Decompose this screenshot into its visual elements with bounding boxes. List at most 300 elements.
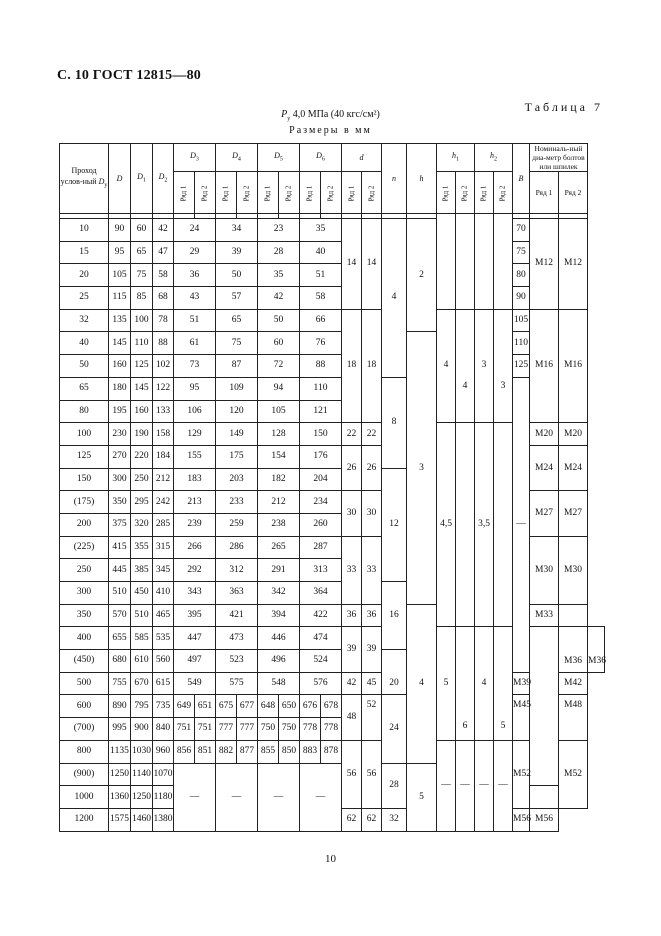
ryad2-h2: Ряд 2 — [494, 172, 513, 214]
table-cell: 75 — [216, 332, 258, 355]
table-cell: 45 — [362, 672, 382, 695]
table-cell: 12 — [382, 468, 407, 581]
table-cell: 1460 — [131, 808, 153, 831]
table-cell: 415 — [109, 536, 131, 559]
table-cell: 575 — [216, 672, 258, 695]
table-cell: 649 — [174, 695, 195, 718]
ryad2-D6: Ряд 2 — [321, 172, 342, 214]
table-cell: (700) — [60, 718, 109, 741]
ryad2-D3: Ряд 2 — [195, 172, 216, 214]
table-cell: 3,5 — [475, 423, 494, 627]
table-cell: M36 — [559, 627, 588, 672]
table-cell: 75 — [513, 241, 530, 264]
table-title: Таблица 7 — [524, 100, 603, 114]
table-cell: 474 — [300, 627, 342, 650]
table-cell: 212 — [258, 491, 300, 514]
table-cell: 4 — [407, 604, 437, 763]
table-cell: 675 — [216, 695, 237, 718]
table-cell: 88 — [153, 332, 174, 355]
table-cell: M16 — [559, 309, 588, 422]
table-cell: 36 — [342, 604, 362, 627]
table-cell: 300 — [60, 582, 109, 605]
table-cell: 33 — [362, 536, 382, 604]
table-cell: 32 — [60, 309, 109, 332]
table-cell: 342 — [258, 582, 300, 605]
col-d-header: d — [342, 144, 382, 172]
table-cell: 995 — [109, 718, 131, 741]
table-cell: 355 — [131, 536, 153, 559]
table-cell: 100 — [131, 309, 153, 332]
table-cell: 56 — [362, 740, 382, 808]
table-cell: 200 — [60, 513, 109, 536]
table-cell: 78 — [153, 309, 174, 332]
table-cell: 385 — [131, 559, 153, 582]
table-cell: 295 — [131, 491, 153, 514]
table-cell — [494, 423, 513, 627]
table-cell: (450) — [60, 650, 109, 673]
table-cell: 778 — [300, 718, 321, 741]
table-row — [60, 672, 605, 695]
table-cell: M36 — [588, 627, 605, 672]
table-cell: 446 — [258, 627, 300, 650]
table-cell: 26 — [362, 445, 382, 490]
table-cell: 315 — [153, 536, 174, 559]
table-cell: M33 — [530, 604, 559, 627]
table-cell: 42 — [342, 672, 362, 695]
table-cell: 751 — [195, 718, 216, 741]
table-row — [60, 287, 605, 310]
pressure-sub: y — [287, 116, 291, 122]
table-cell: 110 — [300, 377, 342, 400]
table-cell: 175 — [216, 445, 258, 468]
table-cell: 94 — [258, 377, 300, 400]
col-D6-header: $D_6$ — [300, 144, 342, 172]
table-cell: 80 — [60, 400, 109, 423]
table-cell: 28 — [258, 241, 300, 264]
table-cell: 195 — [109, 400, 131, 423]
table-cell: 35 — [258, 264, 300, 287]
table-cell — [437, 219, 456, 310]
table-cell: 576 — [300, 672, 342, 695]
table-cell: 3 — [475, 309, 494, 422]
col-D4-header: $D_4$ — [216, 144, 258, 172]
table-cell: M56 — [530, 808, 559, 831]
table-cell: 47 — [153, 241, 174, 264]
table-cell: 234 — [300, 491, 342, 514]
table-cell: 115 — [109, 287, 131, 310]
table-cell: 106 — [174, 400, 216, 423]
table-row — [60, 695, 605, 718]
table-cell: 95 — [174, 377, 216, 400]
table-cell: 4 — [437, 309, 456, 422]
table-cell: 840 — [153, 718, 174, 741]
pressure-line — [0, 109, 661, 122]
table-cell: 286 — [216, 536, 258, 559]
ryad1-D3: Ряд 1 — [174, 172, 195, 214]
table-cell: M42 — [559, 672, 588, 695]
table-cell: 57 — [216, 287, 258, 310]
table-cell: 190 — [131, 423, 153, 446]
table-cell: 30 — [362, 491, 382, 536]
bolt-row1-header: Ряд 1 — [530, 172, 559, 214]
table-cell: 36 — [174, 264, 216, 287]
table-cell: 125 — [513, 355, 530, 378]
table-cell: M27 — [530, 491, 559, 536]
table-cell: 40 — [60, 332, 109, 355]
table-cell: 80 — [513, 264, 530, 287]
table-cell: 160 — [131, 400, 153, 423]
table-cell: 220 — [131, 445, 153, 468]
table-cell: 182 — [258, 468, 300, 491]
table-cell: 610 — [131, 650, 153, 673]
table-cell: 473 — [216, 627, 258, 650]
table-cell: 176 — [300, 445, 342, 468]
table-cell: 856 — [174, 740, 195, 763]
table-cell: 87 — [216, 355, 258, 378]
table-cell: 65 — [60, 377, 109, 400]
table-cell: 751 — [174, 718, 195, 741]
table-cell: 85 — [131, 287, 153, 310]
table-cell: 900 — [131, 718, 153, 741]
table-cell: 95 — [109, 241, 131, 264]
table-cell: 150 — [300, 423, 342, 446]
table-cell: 777 — [237, 718, 258, 741]
table-cell: 68 — [153, 287, 174, 310]
table-cell: 184 — [153, 445, 174, 468]
table-cell: 14 — [342, 219, 362, 310]
table-cell: 651 — [195, 695, 216, 718]
table-cell: 51 — [300, 264, 342, 287]
table-cell: 291 — [258, 559, 300, 582]
col-D3-header: $D_3$ — [174, 144, 216, 172]
table-cell: 105 — [513, 309, 530, 332]
ryad2-D4: Ряд 2 — [237, 172, 258, 214]
table-cell: 39 — [362, 627, 382, 672]
table-cell — [559, 604, 588, 627]
table-cell: 1250 — [131, 786, 153, 809]
table-row — [60, 219, 605, 242]
table-cell: 363 — [216, 582, 258, 605]
table-cell: 145 — [109, 332, 131, 355]
table-cell: 510 — [109, 582, 131, 605]
table-cell: 600 — [60, 695, 109, 718]
table-cell: 203 — [216, 468, 258, 491]
col-dn-header: Проход услов-ный $D_у$ — [60, 144, 109, 214]
ryad1-h2: Ряд 1 — [475, 172, 494, 214]
table-cell: — — [216, 763, 258, 831]
table-cell: 233 — [216, 491, 258, 514]
table-cell: 676 — [300, 695, 321, 718]
table-cell: 266 — [174, 536, 216, 559]
table-cell: 50 — [258, 309, 300, 332]
table-cell: — — [475, 740, 494, 831]
table-cell: 345 — [153, 559, 174, 582]
table-cell: 648 — [258, 695, 279, 718]
ryad2-d: Ряд 2 — [362, 172, 382, 214]
ryad1-D5: Ряд 1 — [258, 172, 279, 214]
table-cell: — — [258, 763, 300, 831]
table-cell: 250 — [60, 559, 109, 582]
table-cell: 5 — [407, 763, 437, 831]
table-cell: 265 — [258, 536, 300, 559]
table-cell — [494, 219, 513, 310]
col-D2-header: $D_2$ — [153, 144, 174, 214]
table-cell: (175) — [60, 491, 109, 514]
table-cell: 212 — [153, 468, 174, 491]
table-cell: (900) — [60, 763, 109, 786]
page-header: С. 10 ГОСТ 12815—80 — [57, 68, 201, 83]
table-cell: 56 — [342, 740, 362, 808]
table-cell: 535 — [153, 627, 174, 650]
table-cell: 960 — [153, 740, 174, 763]
table-cell: M12 — [530, 219, 559, 310]
table-cell: 50 — [216, 264, 258, 287]
table-cell: 145 — [131, 377, 153, 400]
table-cell: 66 — [300, 309, 342, 332]
table-row — [60, 264, 605, 287]
table-cell: 350 — [60, 604, 109, 627]
table-cell: 450 — [131, 582, 153, 605]
table-cell: 313 — [300, 559, 342, 582]
table-cell: 10 — [60, 219, 109, 242]
table-cell: 1000 — [60, 786, 109, 809]
table-cell: 65 — [131, 241, 153, 264]
table-cell: 70 — [513, 219, 530, 242]
table-cell: 88 — [300, 355, 342, 378]
table-cell: 2 — [407, 219, 437, 332]
table-cell: 183 — [174, 468, 216, 491]
ryad1-h1: Ряд 1 — [437, 172, 456, 214]
table-cell: 230 — [109, 423, 131, 446]
table-row — [60, 740, 605, 763]
col-D5-header: $D_5$ — [258, 144, 300, 172]
table-cell: 110 — [513, 332, 530, 355]
table-cell: 422 — [300, 604, 342, 627]
table-cell: (225) — [60, 536, 109, 559]
table-cell: 150 — [60, 468, 109, 491]
ryad1-d: Ряд 1 — [342, 172, 362, 214]
col-n-header: n — [382, 144, 407, 214]
table-cell: 180 — [109, 377, 131, 400]
table-cell: 158 — [153, 423, 174, 446]
table-cell: 882 — [216, 740, 237, 763]
table-cell: 76 — [300, 332, 342, 355]
table-cell: 51 — [174, 309, 216, 332]
table-cell: 364 — [300, 582, 342, 605]
table-cell — [456, 423, 475, 627]
table-cell: M20 — [559, 423, 588, 446]
table-cell: 465 — [153, 604, 174, 627]
table-cell: 110 — [131, 332, 153, 355]
table-cell: 40 — [300, 241, 342, 264]
table-cell: 22 — [362, 423, 382, 446]
table-cell: 28 — [382, 763, 407, 808]
table-cell: 42 — [258, 287, 300, 310]
table-cell: 259 — [216, 513, 258, 536]
table-cell: 343 — [174, 582, 216, 605]
table-cell: 3 — [494, 309, 513, 422]
table-cell: 421 — [216, 604, 258, 627]
ryad2-h1: Ряд 2 — [456, 172, 475, 214]
table-cell: 33 — [342, 536, 362, 604]
col-D1-header: $D_1$ — [131, 144, 153, 214]
table-cell: 1380 — [153, 808, 174, 831]
table-cell: 287 — [300, 536, 342, 559]
table-cell: 52 — [362, 695, 382, 740]
table-cell: 105 — [258, 400, 300, 423]
table-cell: 149 — [216, 423, 258, 446]
table-cell: 1250 — [109, 763, 131, 786]
table-cell: 850 — [279, 740, 300, 763]
table-cell: 410 — [153, 582, 174, 605]
col-B-header: B — [513, 144, 530, 214]
table-cell: 877 — [237, 740, 258, 763]
table-cell: 128 — [258, 423, 300, 446]
flange-dimensions-table — [59, 143, 605, 832]
table-cell: 43 — [174, 287, 216, 310]
table-cell: 125 — [60, 445, 109, 468]
table-cell: 750 — [258, 718, 279, 741]
table-cell: 777 — [216, 718, 237, 741]
table-cell: 62 — [342, 808, 362, 831]
table-cell: 851 — [195, 740, 216, 763]
table-cell: 34 — [216, 219, 258, 242]
table-cell: 35 — [300, 219, 342, 242]
table-cell: 213 — [174, 491, 216, 514]
table-cell: 75 — [131, 264, 153, 287]
table-cell: M30 — [530, 536, 559, 604]
table-cell: 510 — [131, 604, 153, 627]
table-cell: 677 — [237, 695, 258, 718]
table-cell: 270 — [109, 445, 131, 468]
table-cell: 292 — [174, 559, 216, 582]
table-cell: 878 — [321, 740, 342, 763]
table-cell: 394 — [258, 604, 300, 627]
table-cell: 155 — [174, 445, 216, 468]
table-cell: 60 — [131, 219, 153, 242]
table-cell: 133 — [153, 400, 174, 423]
table-cell: 680 — [109, 650, 131, 673]
table-cell: 102 — [153, 355, 174, 378]
table-cell: 4,5 — [437, 423, 456, 627]
table-cell: 73 — [174, 355, 216, 378]
table-cell: 855 — [258, 740, 279, 763]
table-cell: 1200 — [60, 808, 109, 831]
table-cell: 30 — [342, 491, 362, 536]
table-cell — [530, 627, 559, 786]
table-cell: 3 — [407, 332, 437, 604]
table-cell: 25 — [60, 287, 109, 310]
table-cell: — — [494, 740, 513, 831]
table-cell: 32 — [382, 808, 407, 831]
table-cell: 300 — [109, 468, 131, 491]
table-cell: 160 — [109, 355, 131, 378]
table-cell: 204 — [300, 468, 342, 491]
table-cell: 72 — [258, 355, 300, 378]
table-row — [60, 309, 605, 332]
table-cell: 549 — [174, 672, 216, 695]
table-cell: 778 — [321, 718, 342, 741]
table-cell: 285 — [153, 513, 174, 536]
table-cell: 560 — [153, 650, 174, 673]
page-number: 10 — [325, 853, 336, 865]
ryad2-D5: Ряд 2 — [279, 172, 300, 214]
table-cell: — — [513, 377, 530, 672]
table-cell: 58 — [300, 287, 342, 310]
col-h-header: h — [407, 144, 437, 214]
table-cell: 90 — [109, 219, 131, 242]
table-cell: 523 — [216, 650, 258, 673]
table-cell: 615 — [153, 672, 174, 695]
table-cell: 320 — [131, 513, 153, 536]
table-cell: 121 — [300, 400, 342, 423]
table-cell: 100 — [60, 423, 109, 446]
table-cell: 5 — [437, 627, 456, 740]
table-cell: 39 — [342, 627, 362, 672]
table-cell: 129 — [174, 423, 216, 446]
table-cell: 1140 — [131, 763, 153, 786]
table-cell: 4 — [475, 627, 494, 740]
table-cell: 105 — [109, 264, 131, 287]
table-cell: 58 — [153, 264, 174, 287]
table-cell: 22 — [342, 423, 362, 446]
table-cell: 15 — [60, 241, 109, 264]
table-cell: 585 — [131, 627, 153, 650]
table-row — [60, 241, 605, 264]
table-cell: 678 — [321, 695, 342, 718]
sizes-caption: Размеры в мм — [289, 125, 372, 136]
table-cell: M52 — [513, 740, 530, 808]
table-cell: 36 — [362, 604, 382, 627]
table-cell: 500 — [60, 672, 109, 695]
table-cell: 61 — [174, 332, 216, 355]
table-cell: 735 — [153, 695, 174, 718]
table-cell: — — [300, 763, 342, 831]
table-cell: 24 — [174, 219, 216, 242]
table-cell: 570 — [109, 604, 131, 627]
table-cell: 135 — [109, 309, 131, 332]
table-cell: 26 — [342, 445, 362, 490]
table-cell: 8 — [382, 377, 407, 468]
table-cell: 238 — [258, 513, 300, 536]
col-D-header: D — [109, 144, 131, 214]
table-cell: M20 — [530, 423, 559, 446]
table-cell: 42 — [153, 219, 174, 242]
table-cell: M24 — [530, 445, 559, 490]
table-cell: 239 — [174, 513, 216, 536]
table-cell: 20 — [60, 264, 109, 287]
bolt-row2-header: Ряд 2 — [559, 172, 588, 214]
table-cell: 20 — [382, 650, 407, 695]
table-cell: 890 — [109, 695, 131, 718]
ryad1-D6: Ряд 1 — [300, 172, 321, 214]
table-cell: 29 — [174, 241, 216, 264]
table-cell: — — [437, 740, 456, 831]
col-bolt-header: Номиналь-ный диа-метр болтов или шпилек — [530, 144, 588, 172]
table-cell: 260 — [300, 513, 342, 536]
table-cell: 755 — [109, 672, 131, 695]
table-cell: 90 — [513, 287, 530, 310]
table-cell: 395 — [174, 604, 216, 627]
table-cell: 1575 — [109, 808, 131, 831]
table-row — [60, 377, 605, 400]
table-cell: 154 — [258, 445, 300, 468]
table-cell: 1030 — [131, 740, 153, 763]
table-cell: 120 — [216, 400, 258, 423]
table-cell: 350 — [109, 491, 131, 514]
table-cell: M30 — [559, 536, 588, 604]
table-cell: 14 — [362, 219, 382, 310]
